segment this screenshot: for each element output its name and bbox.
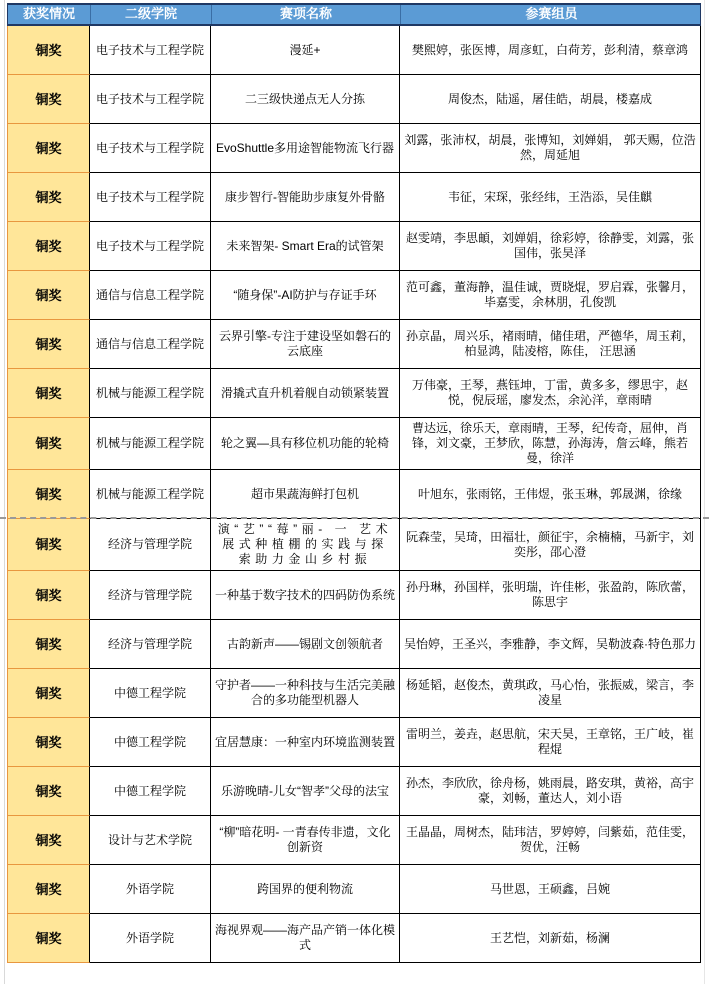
members-cell[interactable] <box>400 519 701 571</box>
table-row <box>7 914 701 963</box>
members-label: 王艺恺，刘新茹，杨澜 <box>489 930 610 945</box>
members-label: 王晶晶，周树杰，陆玮洁，罗婷婷，闫紫茹，范佳雯，贺优，汪畅 <box>405 825 694 854</box>
table-row <box>7 75 701 124</box>
project-label: 轮之翼—具有移位机功能的轮椅 <box>220 436 389 450</box>
table-row <box>7 26 701 75</box>
project-label: EvoShuttle多用途智能物流飞行器 <box>215 140 395 155</box>
award-cell[interactable] <box>7 75 90 124</box>
members-cell[interactable] <box>400 718 701 767</box>
members-label: 马世恩，王硕鑫，吕婉 <box>489 881 610 896</box>
college-cell[interactable] <box>90 222 211 271</box>
college-cell[interactable] <box>90 669 211 718</box>
table-row <box>7 369 701 418</box>
members-label: 范可鑫，董海静，温佳诚，贾晓焜，罗启霖，张馨月，毕嘉雯，余林朋，孔俊凯 <box>405 280 694 309</box>
members-cell[interactable] <box>400 470 701 519</box>
members-label: 叶旭东，张雨铭，王伟煜，张玉琳，郭晟渊，徐缘 <box>417 486 682 501</box>
project-cell[interactable] <box>211 620 400 669</box>
members-label: 曹达远，徐乐天，章雨晴，王琴，纪传奇，屈伸，肖锋，刘文豪，王梦欣，陈慧，孙海涛，詹云峰，熊若曼，徐洋 <box>411 421 688 465</box>
award-cell[interactable] <box>7 418 90 470</box>
college-cell[interactable] <box>90 767 211 816</box>
project-label: 守护者——一种科技与生活完美融合的多功能型机器人 <box>215 678 396 707</box>
award-label: 铜奖 <box>35 537 62 552</box>
project-cell[interactable] <box>211 418 400 470</box>
project-cell[interactable] <box>211 124 400 173</box>
award-label: 铜奖 <box>35 42 62 58</box>
award-label: 铜奖 <box>35 486 62 502</box>
college-label: 机械与能源工程学院 <box>95 385 204 400</box>
project-label: 二三级快递点无人分拣 <box>244 91 365 106</box>
award-cell[interactable] <box>7 470 90 519</box>
project-cell[interactable] <box>211 470 400 519</box>
project-label: 古韵新声——锡剧文创领航者 <box>226 636 383 651</box>
award-label: 铜奖 <box>35 385 62 401</box>
college-label: 经济与管理学院 <box>107 587 192 602</box>
college-label: 机械与能源工程学院 <box>95 486 204 501</box>
table-row <box>7 222 701 271</box>
members-cell[interactable] <box>400 620 701 669</box>
project-cell[interactable] <box>211 75 400 124</box>
college-cell[interactable] <box>90 519 211 571</box>
project-label: 跨国界的便利物流 <box>256 881 353 896</box>
award-label: 铜奖 <box>35 734 62 750</box>
award-label: 铜奖 <box>35 832 62 848</box>
award-label: 铜奖 <box>35 91 62 107</box>
award-cell[interactable] <box>7 620 90 669</box>
members-cell[interactable] <box>400 173 701 222</box>
table-header-row <box>7 3 701 26</box>
table-row <box>7 620 701 669</box>
award-label: 铜奖 <box>35 287 62 303</box>
award-cell[interactable] <box>7 669 90 718</box>
project-cell[interactable] <box>211 914 400 963</box>
project-label: “柳”暗花明- 一青春传非遗，文化创新资 <box>219 825 391 854</box>
college-label: 经济与管理学院 <box>107 537 192 551</box>
header-cell-award-status[interactable]: 获奖情况 <box>8 5 91 24</box>
table-row <box>7 718 701 767</box>
project-label: 漫延+ <box>289 42 321 57</box>
table-body <box>7 26 701 963</box>
college-label: 中德工程学院 <box>113 734 186 749</box>
award-label: 铜奖 <box>35 189 62 205</box>
project-cell[interactable] <box>211 718 400 767</box>
members-label: 孙京晶，周兴乐，褚雨晴，储佳珺，严德华，周玉莉，柏显鸿，陆凌榕，陈佳， 汪思涵 <box>405 329 694 358</box>
members-label: 杨延韬，赵俊杰，黄琪政，马心怡，张振威，梁言，李凌星 <box>405 678 694 707</box>
award-cell[interactable] <box>7 519 90 571</box>
college-label: 通信与信息工程学院 <box>95 287 204 302</box>
members-cell[interactable] <box>400 816 701 865</box>
award-cell[interactable] <box>7 865 90 914</box>
college-label: 电子技术与工程学院 <box>95 238 204 253</box>
table-row <box>7 173 701 222</box>
award-cell[interactable] <box>7 320 90 369</box>
members-label: 吴怡婷，王圣兴，李雅静，李文辉，吴勒波森·特色那力 <box>404 636 696 651</box>
college-label: 设计与艺术学院 <box>107 832 192 847</box>
college-cell[interactable] <box>90 571 211 620</box>
award-cell[interactable] <box>7 369 90 418</box>
award-cell[interactable] <box>7 718 90 767</box>
project-cell[interactable] <box>211 865 400 914</box>
table-row <box>7 669 701 718</box>
college-label: 电子技术与工程学院 <box>95 189 204 204</box>
college-label: 通信与信息工程学院 <box>95 336 204 351</box>
college-cell[interactable] <box>90 418 211 470</box>
college-cell[interactable] <box>90 620 211 669</box>
college-label: 电子技术与工程学院 <box>95 140 204 155</box>
members-cell[interactable] <box>400 418 701 470</box>
members-label: 阮森莹，吴琦，田福壮，颜征宇，余楠楠，马新宇，刘奕彤，邵心澄 <box>405 529 694 559</box>
award-label: 铜奖 <box>35 140 62 156</box>
award-label: 铜奖 <box>35 881 62 897</box>
table-row <box>7 767 701 816</box>
members-cell[interactable] <box>400 914 701 963</box>
award-label: 铜奖 <box>35 636 62 652</box>
award-label: 铜奖 <box>35 587 62 603</box>
members-cell[interactable] <box>400 369 701 418</box>
award-cell[interactable] <box>7 26 90 75</box>
table-row <box>7 816 701 865</box>
college-cell[interactable] <box>90 470 211 519</box>
award-label: 铜奖 <box>35 783 62 799</box>
project-label: “随身保”-AI防护与存证手环 <box>233 287 377 302</box>
project-label: 云界引擎-专注于建设坚如磐石的云底座 <box>219 329 391 358</box>
members-cell[interactable] <box>400 767 701 816</box>
sheet-right-gridline <box>704 0 705 984</box>
college-label: 中德工程学院 <box>113 783 186 798</box>
members-label: 雷明兰，姜垚，赵思航，宋天昊，王章铭，王广岐，崔程焜 <box>405 727 694 756</box>
award-label: 铜奖 <box>35 336 62 352</box>
members-cell[interactable] <box>400 320 701 369</box>
college-cell[interactable] <box>90 75 211 124</box>
members-cell[interactable] <box>400 571 701 620</box>
project-cell[interactable] <box>211 571 400 620</box>
project-label: 宜居慧康：一种室内环境监测装置 <box>215 734 396 749</box>
college-label: 机械与能源工程学院 <box>95 436 204 450</box>
college-label: 外语学院 <box>125 881 174 896</box>
table-row <box>7 418 701 470</box>
project-cell[interactable] <box>211 816 400 865</box>
table-row <box>7 271 701 320</box>
award-cell[interactable] <box>7 767 90 816</box>
project-cell[interactable] <box>211 173 400 222</box>
college-label: 外语学院 <box>125 930 174 945</box>
project-cell[interactable] <box>211 26 400 75</box>
header-cell-project-name[interactable]: 赛项名称 <box>212 5 401 24</box>
members-label: 韦征，宋琛，张经纬，王浩添，吴佳麒 <box>447 189 652 204</box>
project-label: 未来智架- Smart Era的试管架 <box>226 238 384 253</box>
college-label: 经济与管理学院 <box>107 636 192 651</box>
college-cell[interactable] <box>90 369 211 418</box>
table-row <box>7 865 701 914</box>
header-cell-college[interactable]: 二级学院 <box>91 5 212 24</box>
college-cell[interactable] <box>90 718 211 767</box>
table-row <box>7 519 701 571</box>
project-label: 演“艺”“莓”丽- 一 艺术展式种植棚的实践与探索助力金山乡村振 <box>217 522 393 566</box>
project-cell[interactable] <box>211 519 400 571</box>
college-label: 电子技术与工程学院 <box>95 42 204 57</box>
project-cell[interactable] <box>211 271 400 320</box>
project-label: 一种基于数字技术的四码防伪系统 <box>215 587 396 602</box>
award-label: 铜奖 <box>35 930 62 946</box>
members-label: 刘露，张沛权，胡晨，张博知，刘婵娟， 郭天赐，位浩然，周延旭 <box>404 133 696 162</box>
college-label: 中德工程学院 <box>113 685 186 700</box>
sheet-gutter-line <box>4 0 5 984</box>
project-label: 滑撬式直升机着舰自动锁紧装置 <box>220 385 389 400</box>
college-cell[interactable] <box>90 865 211 914</box>
project-cell[interactable] <box>211 767 400 816</box>
award-cell[interactable] <box>7 173 90 222</box>
award-label: 铜奖 <box>35 685 62 701</box>
members-label: 周俊杰，陆遥，屠佳皓，胡晨，楼嘉成 <box>447 91 652 106</box>
project-label: 康步智行-智能助步康复外骨骼 <box>225 189 385 204</box>
table-row <box>7 571 701 620</box>
members-label: 万伟豪，王琴，燕钰坤，丁雷，黄多多，缪思宇，赵悦，倪辰瑶，廖发杰，余沁洋，章雨晴 <box>411 378 688 407</box>
members-cell[interactable] <box>400 669 701 718</box>
awards-table <box>7 3 701 963</box>
header-cell-members[interactable]: 参赛组员 <box>525 6 578 21</box>
award-cell[interactable] <box>7 271 90 320</box>
project-cell[interactable] <box>211 222 400 271</box>
members-label: 孙丹琳，孙国样，张明瑞，许佳彬，张盈韵，陈欣蕾，陈思宇 <box>405 580 694 609</box>
project-cell[interactable] <box>211 320 400 369</box>
members-cell[interactable] <box>400 865 701 914</box>
award-label: 铜奖 <box>35 436 62 451</box>
members-label: 樊熙婷，张医博，周彦虹，白荷芳，彭利清，蔡章鸿 <box>411 42 688 57</box>
award-cell[interactable] <box>7 222 90 271</box>
award-label: 铜奖 <box>35 238 62 254</box>
members-label: 赵雯靖，李思頔，刘婵娟，徐彩婷，徐静雯，刘露，张国伟，张昊泽 <box>405 231 694 260</box>
project-cell[interactable] <box>211 369 400 418</box>
members-cell[interactable] <box>400 75 701 124</box>
college-cell[interactable] <box>90 271 211 320</box>
college-cell[interactable] <box>90 816 211 865</box>
members-label: 孙杰，李欣欣，徐舟杨，姚雨晨，路安琪，黄裕，高宇豪，刘畅，董达人，刘小语 <box>405 776 694 805</box>
college-cell[interactable] <box>90 914 211 963</box>
project-cell[interactable] <box>211 669 400 718</box>
project-label: 乐游晚晴-儿女“智孝”父母的法宝 <box>221 783 389 798</box>
award-cell[interactable] <box>7 914 90 963</box>
members-cell[interactable] <box>400 26 701 75</box>
award-cell[interactable] <box>7 124 90 173</box>
project-label: 海视界观——海产品产销一体化模式 <box>215 923 396 952</box>
college-label: 电子技术与工程学院 <box>95 91 204 106</box>
project-label: 超市果蔬海鲜打包机 <box>250 486 359 501</box>
award-cell[interactable] <box>7 571 90 620</box>
college-cell[interactable] <box>90 320 211 369</box>
members-cell[interactable] <box>400 222 701 271</box>
table-row <box>7 470 701 519</box>
college-cell[interactable] <box>90 173 211 222</box>
members-cell[interactable] <box>400 271 701 320</box>
table-row <box>7 124 701 173</box>
table-row <box>7 320 701 369</box>
award-cell[interactable] <box>7 816 90 865</box>
college-cell[interactable] <box>90 124 211 173</box>
college-cell[interactable] <box>90 26 211 75</box>
members-cell[interactable] <box>400 124 701 173</box>
